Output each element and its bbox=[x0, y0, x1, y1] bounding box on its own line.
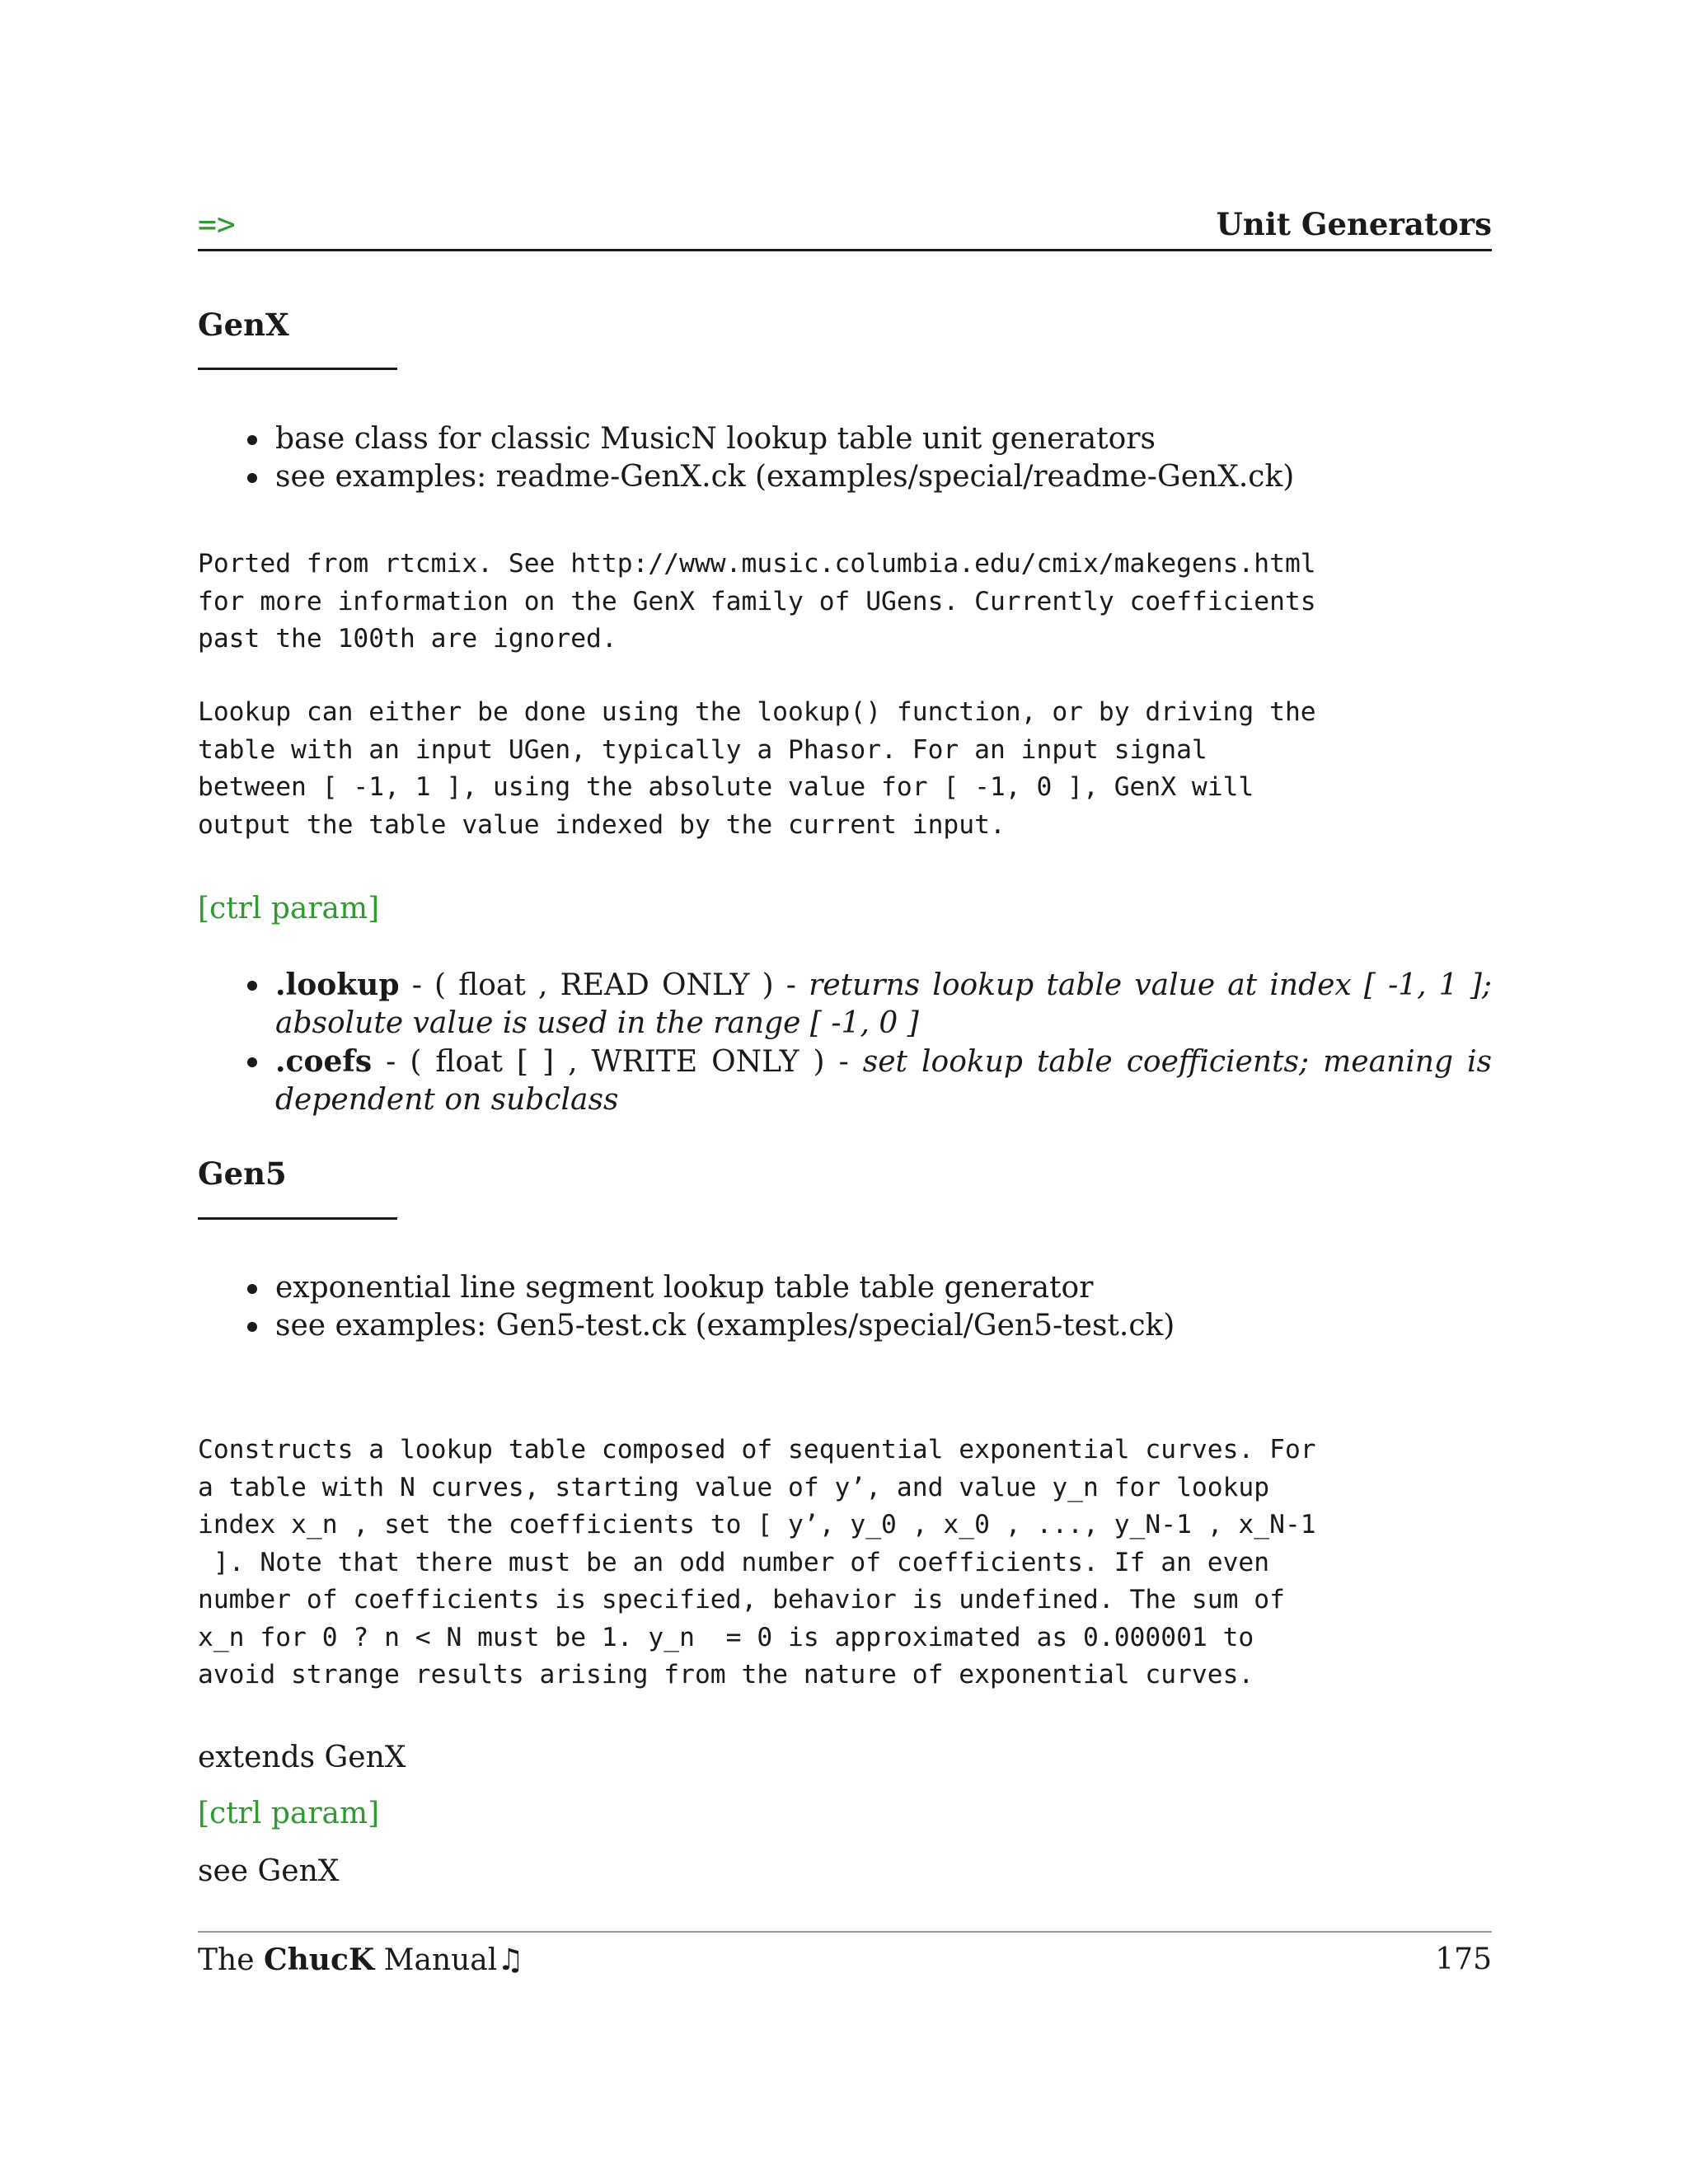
param-lookup-type: ( float , READ ONLY ) - bbox=[434, 968, 809, 1002]
gen5-heading: Gen5 bbox=[198, 1155, 287, 1192]
footer-manual: Manual♫ bbox=[374, 1943, 524, 1977]
gen5-ctrl-param-label: [ctrl param] bbox=[198, 1797, 380, 1830]
gen5-bullet-list bbox=[247, 1269, 1492, 1345]
page-footer bbox=[198, 1931, 1492, 1982]
header-arrow-link[interactable]: => bbox=[198, 206, 236, 242]
genx-param-list bbox=[247, 966, 1492, 1119]
gen5-extends: extends GenX bbox=[198, 1741, 406, 1774]
footer-manual-title bbox=[198, 1943, 524, 1977]
gen5-heading-rule bbox=[198, 1217, 397, 1220]
genx-bullet-list bbox=[247, 420, 1492, 496]
footer-chuck: ChucK bbox=[263, 1943, 375, 1977]
param-lookup-desc: returns lookup table value at index [ -1, 1 ]; absolute value is used in the range [ -1, 0 ] bbox=[275, 968, 1493, 1040]
genx-paragraph-1: Ported from rtcmix. See http://www.music.columbia.edu/cmix/makegens.html for more information on the GenX family of UGens. Currently coefficients past the 100th are ignored. bbox=[198, 549, 1316, 654]
genx-bullet-2: see examples: readme-GenX.ck (examples/special/readme-GenX.ck) bbox=[247, 458, 1492, 496]
param-coefs-sep: - bbox=[372, 1045, 410, 1079]
genx-paragraph-2: Lookup can either be done using the lookup() function, or by driving the table with an input UGen, typically a Phasor. For an input signal between [ -1, 1 ], using the absolute value for [ -1, 0 ], GenX will output the table value indexed by the current input. bbox=[198, 697, 1316, 840]
header-title: Unit Generators bbox=[1216, 206, 1492, 242]
page-header bbox=[198, 204, 1492, 251]
gen5-paragraph: Constructs a lookup table composed of sequential exponential curves. For a table with N curves, starting value of y’, and value y_n for lookup index x_n , set the coefficients to [ y’, y_0 , x_0 , ..., y_N-1 , x_N-1 ]. Note that there must be an odd number of coefficients. If an even number of coefficients is specified, behavior is undefined. The sum of x_n for 0 ? n < N must be 1. y_n = 0 is approximated as 0.000001 to avoid strange results arising from the nature of exponential curves. bbox=[198, 1435, 1316, 1690]
genx-heading: GenX bbox=[198, 307, 289, 343]
gen5-bullet-2: see examples: Gen5-test.ck (examples/special/Gen5-test.ck) bbox=[247, 1307, 1492, 1345]
genx-bullet-1: base class for classic MusicN lookup table unit generators bbox=[247, 420, 1492, 458]
param-lookup-name: .lookup bbox=[275, 968, 400, 1002]
param-coefs bbox=[247, 1043, 1492, 1119]
footer-the: The bbox=[198, 1943, 264, 1977]
param-coefs-type: ( float [ ] , WRITE ONLY ) - bbox=[410, 1045, 863, 1079]
param-coefs-desc: set lookup table coefficients; meaning is dependent on subclass bbox=[275, 1045, 1492, 1117]
page-number: 175 bbox=[1435, 1943, 1492, 1976]
param-lookup bbox=[247, 966, 1492, 1043]
param-coefs-name: .coefs bbox=[275, 1044, 373, 1079]
param-lookup-sep: - bbox=[399, 968, 435, 1002]
genx-heading-rule bbox=[198, 368, 397, 370]
genx-ctrl-param-label: [ctrl param] bbox=[198, 892, 380, 926]
gen5-see: see GenX bbox=[198, 1854, 340, 1888]
gen5-bullet-1: exponential line segment lookup table table generator bbox=[247, 1269, 1492, 1307]
